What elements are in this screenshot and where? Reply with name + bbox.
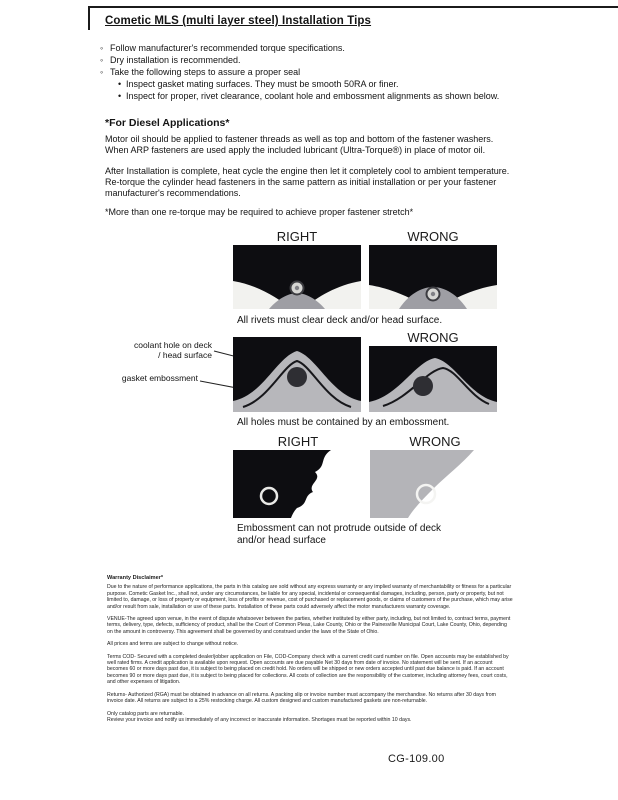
diagram-holes-wrong (369, 346, 497, 412)
legal-paragraph: Terms COD- Secured with a completed dealer/jobber application on File, COD-Company check with a current credit card number on file. Open accounts may be established by well rated firms. A credit application is available upon request. Open accounts are due payable Net 30 days from date of invoice. No statement will be sent. If an account becomes 60 or more days past due, it is subject to being placed on credit hold. No orders will be shipped or new orders accepted until past due balance is paid. If an account becomes 90 or more days past due, it is subject to being placed for collections. All costs of collection are the responsibility of the customer, including attorney fees, court costs, and other expenses of litigation. (107, 653, 509, 686)
legal-paragraph: Returns- Authorized (RGA) must be obtained in advance on all returns. A packing slip or invoice number must accompany the merchandise. No returns after 30 days from invoice date. All returns are subject to a 25% restocking charge. All custom designed and custom manufactured gaskets are non-returnable. (107, 691, 496, 705)
bullet-icon: ◦ (100, 67, 104, 77)
legal-paragraph: All prices and terms are subject to change without notice. (107, 641, 239, 648)
diagram-rivet-right (233, 245, 361, 309)
page-title: Cometic MLS (multi layer steel) Installation Tips (105, 15, 372, 27)
tip-text: Follow manufacturer's recommended torque specifications. (110, 43, 345, 53)
legal-paragraph: VENUE-The agreed upon venue, in the event of dispute whatsoever between the parties, whether instituted by either party, including, but not limited to, contract terms, payment terms, delivery, type, defects, sufficiency of product, shall be the Court of Common Pleas, Lake County, Ohio or the Painesville Municipal Court, Lake County, Ohio, depending on the amount in controversy. This agreement shall be governed by and construed under the laws of the State of Ohio. (107, 616, 511, 635)
diagram-holes-right (233, 337, 361, 412)
diesel-paragraph-1: Motor oil should be applied to fastener threads as well as top and bottom of the fastener washers. When ARP fasteners are used apply the included lubricant (Ultra-Torque®) in place of motor oil. (105, 134, 494, 155)
warranty-disclaimer (107, 575, 513, 729)
tip-text: Dry installation is recommended. (110, 55, 241, 65)
wrong-label-row3: WRONG (409, 434, 461, 449)
legal-paragraph: Review your invoice and notify us immediately of any incorrect or inaccurate information. Shortages must be reported within 10 days. (107, 716, 412, 723)
list-item (100, 42, 530, 54)
tips-list (100, 42, 530, 102)
list-item (100, 54, 530, 66)
retorque-note: *More than one re-torque may be required to achieve proper fastener stretch* (105, 207, 414, 217)
diagram-embossment-right (233, 450, 363, 518)
bullet-icon: ◦ (100, 55, 104, 65)
page-border-top (88, 6, 618, 8)
diesel-paragraph-2: After Installation is complete, heat cycle the engine then let it completely cool to ambient temperature. Re-torque the cylinder head fasteners in the same pattern as initial installation or per your fastener manufacturer's recommendations. (105, 166, 510, 198)
gasket-embossment-annotation: gasket embossment (121, 373, 198, 383)
diagram-rivet-wrong (369, 245, 497, 309)
diesel-applications-heading: *For Diesel Applications* (105, 117, 230, 129)
document-number: CG-109.00 (388, 753, 445, 765)
bullet-icon: • (118, 79, 122, 89)
rivet-caption: All rivets must clear deck and/or head surface. (237, 315, 443, 326)
bullet-icon: ◦ (100, 43, 104, 53)
warranty-heading: Warranty Disclaimer* (107, 575, 164, 581)
tip-text: Inspect gasket mating surfaces. They must be smooth 50RA or finer. (126, 79, 399, 89)
tip-text: Inspect for proper, rivet clearance, coolant hole and embossment alignments as shown below. (126, 91, 500, 101)
legal-paragraph: Only catalog parts are returnable. (107, 710, 184, 717)
list-item (100, 66, 530, 78)
wrong-label-row2: WRONG (407, 330, 459, 345)
tip-text: Take the following steps to assure a proper seal (110, 67, 301, 77)
holes-caption: All holes must be contained by an embossment. (237, 417, 450, 428)
coolant-hole-annotation: coolant hole on deck / head surface (134, 340, 212, 360)
wrong-label-row1: WRONG (407, 229, 459, 244)
right-label-row1: RIGHT (276, 229, 318, 244)
legal-paragraph: Due to the nature of performance applications, the parts in this catalog are sold without any express warranty or any implied warranty of merchantability or fitness for a particular purpose. Cometic Gasket Inc., shall not, under any circumstances, be liable for any special, incidental or consequential damages, including, person, party or property, but not limited to, damage, or loss of property or equipment, loss of profits or revenue, cost of purchased or replacement goods, or claims of customers of the purchase, which may arise and/or result from sale, installation or use of these parts. Installation of these parts could adversely affect the motor manufacturers warranty coverage. (107, 584, 513, 610)
bullet-icon: • (118, 91, 122, 101)
right-label-row3: RIGHT (277, 434, 319, 449)
diagram-embossment-wrong (370, 450, 500, 518)
page-border-left (88, 6, 90, 30)
list-item (100, 90, 530, 102)
embossment-caption: Embossment can not protrude outside of deck and/or head surface (237, 523, 442, 546)
list-item (100, 78, 530, 90)
